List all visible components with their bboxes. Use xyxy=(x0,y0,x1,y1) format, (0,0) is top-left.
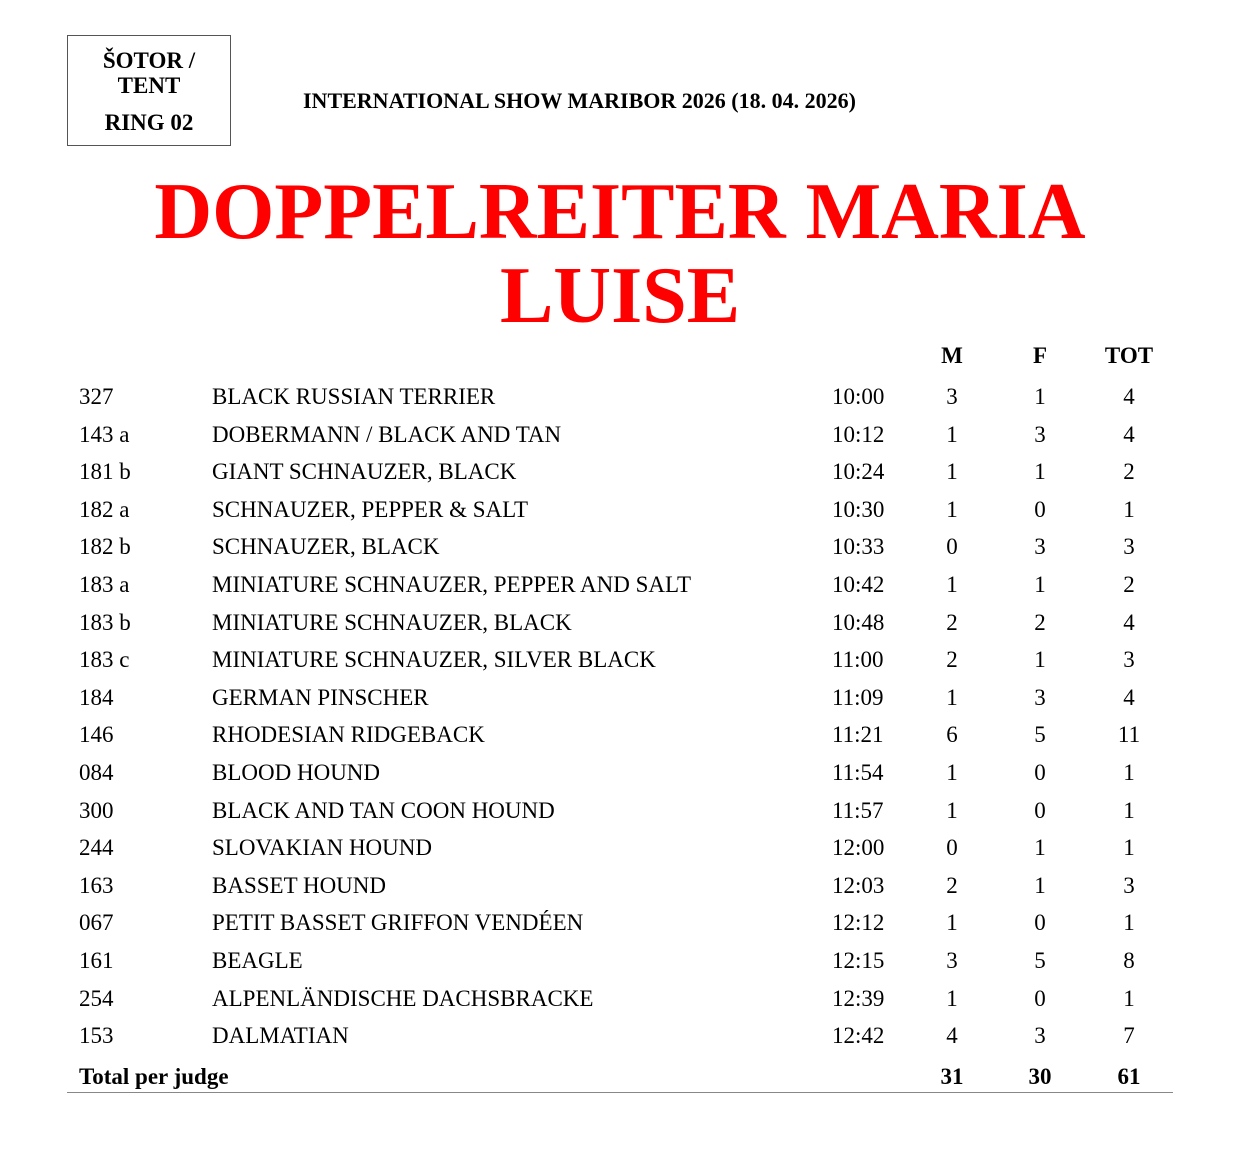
entry-time: 11:21 xyxy=(832,722,884,748)
entry-breed-number: 183 c xyxy=(79,647,130,673)
entry-breed-name: SLOVAKIAN HOUND xyxy=(212,835,432,861)
entry-breed-number: 244 xyxy=(79,835,114,861)
entry-time: 11:54 xyxy=(832,760,884,785)
entry-males: 1 xyxy=(946,760,958,785)
table-row xyxy=(0,986,1240,1023)
entry-breed-number: 181 b xyxy=(79,459,131,485)
entry-breed-number: 163 xyxy=(79,872,114,898)
entry-total: 1 xyxy=(1123,835,1135,861)
entry-total: 2 xyxy=(1123,459,1135,485)
entry-total: 1 xyxy=(1123,496,1135,522)
entry-time: 10:00 xyxy=(832,384,885,409)
entry-time: 10:33 xyxy=(832,534,885,560)
judge-name-line-1: DOPPELREITER MARIA xyxy=(154,168,1086,256)
entry-females: 0 xyxy=(1034,985,1046,1011)
entry-males: 1 xyxy=(946,684,958,710)
entry-breed-number: 182 b xyxy=(79,534,131,560)
entry-time: 12:39 xyxy=(832,985,885,1011)
entry-males: 2 xyxy=(946,872,958,898)
entry-time: 10:24 xyxy=(832,459,885,485)
total-all: 61 xyxy=(1117,1064,1141,1089)
entry-females: 5 xyxy=(1034,722,1046,748)
entry-time: 12:12 xyxy=(832,910,885,936)
entry-males: 1 xyxy=(946,985,958,1011)
entry-time: 12:03 xyxy=(832,872,885,898)
entry-breed-name: DOBERMANN / BLACK AND TAN xyxy=(212,421,562,447)
entry-breed-number: 084 xyxy=(79,760,114,785)
entry-males: 1 xyxy=(946,797,958,823)
entry-males: 4 xyxy=(946,1023,958,1049)
entry-males: 6 xyxy=(946,722,958,748)
entry-total: 4 xyxy=(1123,384,1135,409)
entry-breed-number: 146 xyxy=(79,722,114,748)
entry-females: 3 xyxy=(1034,684,1046,710)
entry-females: 3 xyxy=(1034,534,1046,560)
entry-total: 3 xyxy=(1123,534,1135,560)
entry-total: 2 xyxy=(1123,572,1135,597)
table-row xyxy=(0,798,1240,835)
entry-females: 0 xyxy=(1034,496,1046,522)
column-header-males: M xyxy=(941,343,963,368)
entry-males: 3 xyxy=(946,384,958,409)
entry-breed-name: SCHNAUZER, BLACK xyxy=(212,534,440,560)
entry-time: 11:57 xyxy=(832,797,884,823)
entry-breed-number: 067 xyxy=(79,910,114,936)
bottom-rule xyxy=(67,1092,1173,1093)
entry-males: 1 xyxy=(946,421,958,447)
table-row xyxy=(0,497,1240,534)
entry-females: 1 xyxy=(1034,459,1046,485)
entry-females: 0 xyxy=(1034,760,1046,785)
ring-box-ring-number: RING 02 xyxy=(104,110,194,135)
entry-time: 10:48 xyxy=(832,609,885,635)
entry-total: 1 xyxy=(1123,760,1135,785)
table-row xyxy=(0,722,1240,759)
entry-breed-name: RHODESIAN RIDGEBACK xyxy=(212,722,485,748)
total-females: 30 xyxy=(1028,1064,1052,1089)
entry-males: 2 xyxy=(946,609,958,635)
entry-breed-number: 254 xyxy=(79,985,114,1011)
table-row xyxy=(0,873,1240,910)
entry-time: 12:00 xyxy=(832,835,885,861)
entry-breed-name: DALMATIAN xyxy=(212,1023,349,1049)
entry-breed-number: 182 a xyxy=(79,496,130,522)
entry-males: 1 xyxy=(946,572,958,597)
table-row xyxy=(0,647,1240,684)
total-males: 31 xyxy=(940,1064,964,1089)
table-row xyxy=(0,572,1240,609)
entry-females: 3 xyxy=(1034,1023,1046,1049)
entry-time: 11:09 xyxy=(832,684,884,710)
entry-females: 5 xyxy=(1034,948,1046,973)
entry-time: 11:00 xyxy=(832,647,884,673)
entry-total: 1 xyxy=(1123,910,1135,936)
entry-breed-name: BASSET HOUND xyxy=(212,872,387,898)
table-row xyxy=(0,610,1240,647)
entry-females: 1 xyxy=(1034,647,1046,673)
table-row xyxy=(0,948,1240,985)
entry-total: 4 xyxy=(1123,421,1135,447)
judge-name xyxy=(0,170,1240,338)
table-row xyxy=(0,422,1240,459)
ring-box-tent-label-en: TENT xyxy=(117,73,181,98)
column-header-females: F xyxy=(1032,343,1048,368)
entry-females: 0 xyxy=(1034,797,1046,823)
judge-name-line-2: LUISE xyxy=(499,252,741,340)
entry-males: 1 xyxy=(946,496,958,522)
entry-breed-number: 161 xyxy=(79,948,114,973)
entry-females: 2 xyxy=(1034,609,1046,635)
column-header-total: TOT xyxy=(1104,343,1154,368)
ring-box-tent-label: ŠOTOR / xyxy=(102,48,196,73)
entry-total: 8 xyxy=(1123,948,1135,973)
entry-breed-name: GIANT SCHNAUZER, BLACK xyxy=(212,459,517,485)
table-row xyxy=(0,685,1240,722)
entry-total: 7 xyxy=(1123,1023,1135,1049)
entry-time: 10:12 xyxy=(832,421,885,447)
entry-total: 4 xyxy=(1123,609,1135,635)
entry-males: 0 xyxy=(946,534,958,560)
entry-total: 3 xyxy=(1123,647,1135,673)
entry-breed-name: MINIATURE SCHNAUZER, SILVER BLACK xyxy=(212,647,656,673)
entry-females: 1 xyxy=(1034,872,1046,898)
entry-breed-name: BEAGLE xyxy=(212,948,303,973)
entry-breed-number: 143 a xyxy=(79,421,130,447)
total-label: Total per judge xyxy=(79,1064,229,1089)
entry-females: 1 xyxy=(1034,835,1046,861)
entry-breed-name: BLOOD HOUND xyxy=(212,760,381,785)
show-title: INTERNATIONAL SHOW MARIBOR 2026 (18. 04. 2026) xyxy=(303,88,856,113)
entry-males: 3 xyxy=(946,948,958,973)
entry-total: 1 xyxy=(1123,797,1135,823)
table-row xyxy=(0,760,1240,797)
entry-breed-name: PETIT BASSET GRIFFON VENDÉEN xyxy=(212,910,584,936)
entry-breed-name: MINIATURE SCHNAUZER, PEPPER AND SALT xyxy=(212,572,692,597)
ring-box xyxy=(67,35,231,146)
entry-breed-number: 153 xyxy=(79,1023,114,1049)
entry-males: 0 xyxy=(946,835,958,861)
entry-total: 11 xyxy=(1117,722,1141,748)
entry-breed-name: GERMAN PINSCHER xyxy=(212,684,429,710)
entry-breed-number: 184 xyxy=(79,684,114,710)
entry-total: 4 xyxy=(1123,684,1135,710)
entry-total: 3 xyxy=(1123,872,1135,898)
table-row xyxy=(0,459,1240,496)
entry-breed-name: MINIATURE SCHNAUZER, BLACK xyxy=(212,609,572,635)
entry-breed-number: 327 xyxy=(79,384,114,409)
entry-males: 1 xyxy=(946,910,958,936)
entry-time: 12:42 xyxy=(832,1023,885,1049)
entry-breed-name: ALPENLÄNDISCHE DACHSBRACKE xyxy=(212,985,594,1011)
entry-breed-number: 183 b xyxy=(79,609,131,635)
entry-breed-name: SCHNAUZER, PEPPER & SALT xyxy=(212,496,529,522)
table-row xyxy=(0,534,1240,571)
entry-total: 1 xyxy=(1123,985,1135,1011)
entry-breed-number: 183 a xyxy=(79,572,130,597)
entry-females: 1 xyxy=(1034,384,1046,409)
entry-time: 10:30 xyxy=(832,496,885,522)
entry-males: 2 xyxy=(946,647,958,673)
entry-breed-number: 300 xyxy=(79,797,114,823)
entry-time: 10:42 xyxy=(832,572,885,597)
entry-females: 0 xyxy=(1034,910,1046,936)
entry-females: 1 xyxy=(1034,572,1046,597)
entry-time: 12:15 xyxy=(832,948,885,973)
table-row xyxy=(0,1023,1240,1060)
table-row xyxy=(0,910,1240,947)
entry-breed-name: BLACK AND TAN COON HOUND xyxy=(212,797,555,823)
table-row xyxy=(0,384,1240,421)
entry-females: 3 xyxy=(1034,421,1046,447)
entry-males: 1 xyxy=(946,459,958,485)
table-row xyxy=(0,835,1240,872)
entry-breed-name: BLACK RUSSIAN TERRIER xyxy=(212,384,496,409)
